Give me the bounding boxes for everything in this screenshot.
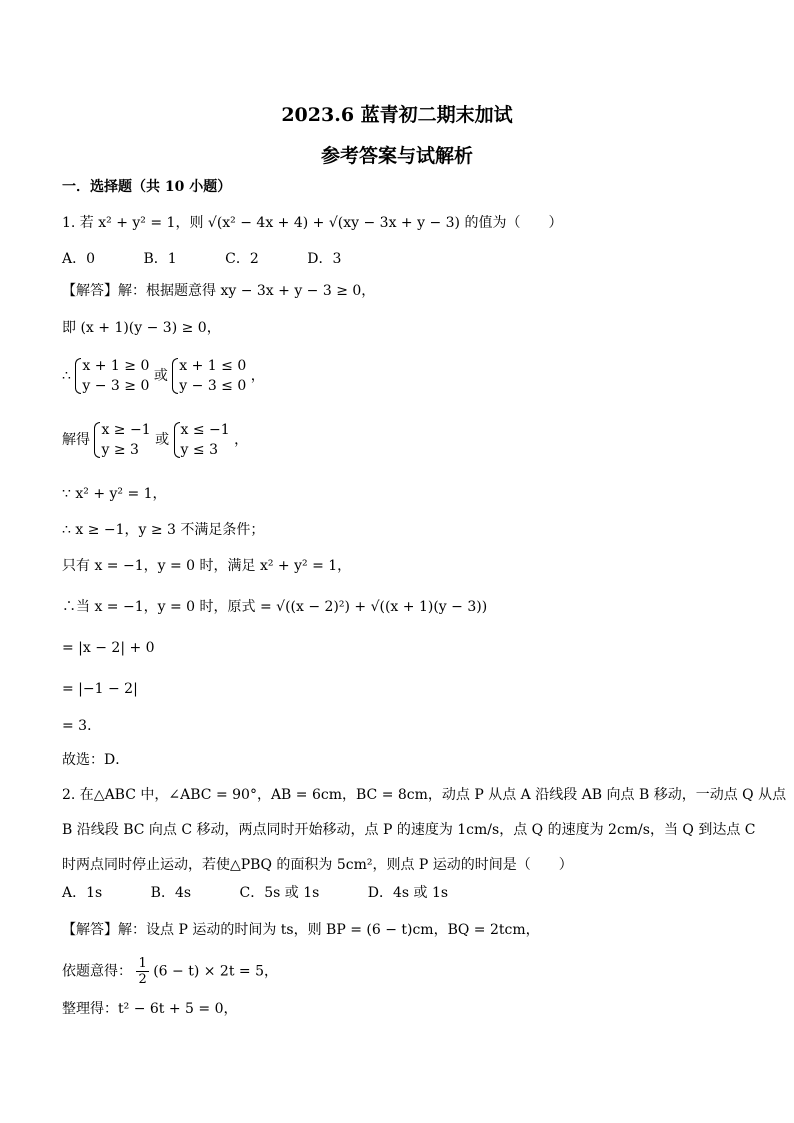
q1-solution-line-4: 解得 x ≥ −1 y ≥ 3 或 x ≤ −1 y ≤ 3 ， [62, 422, 249, 458]
q1-solution-line-2: 即 (x + 1)(y − 3) ≥ 0， [62, 320, 221, 336]
q2-option-c: C．5s 或 1s [239, 885, 320, 901]
q2-stem-line-3: 时两点同时停止运动，若使△PBQ 的面积为 5cm²，则点 P 运动的时间是（ ） [62, 857, 573, 873]
q2-stem-line-1: 2. 在△ABC 中，∠ABC = 90°，AB = 6cm，BC = 8cm，动点 P 从点 A 沿线段 AB 向点 B 移动，一动点 Q 从点 [62, 787, 787, 803]
q1-option-c: C．2 [225, 251, 259, 267]
q1-solution-line-5: ∵ x² + y² = 1， [62, 486, 167, 502]
inequality-system-1: x + 1 ≥ 0 y − 3 ≥ 0 [75, 356, 149, 396]
q1-option-d: D．3 [307, 251, 342, 267]
q2-option-b: B．4s [150, 885, 192, 901]
q2-option-d: D．4s 或 1s [367, 885, 449, 901]
solution-system-1: x ≥ −1 y ≥ 3 [94, 420, 150, 460]
q1-option-a: A．0 [62, 251, 96, 267]
fraction-one-half: $\frac{1}{2}$ [138, 956, 147, 987]
q1-solution-line-1: 【解答】解：根据题意得 xy − 3x + y − 3 ≥ 0， [62, 283, 376, 299]
q1-solution-line-9: = |x − 2| + 0 [62, 640, 155, 656]
q2-solution-line-2: 依题意得： $\frac{1}{2}$ (6 − t) × 2t = 5， [62, 956, 278, 987]
document-title: 2023.6 蓝青初二期末加试 [281, 104, 513, 126]
q2-options [62, 883, 492, 903]
q1-options [62, 249, 385, 269]
q1-solution-line-10: = |−1 − 2| [62, 681, 138, 697]
inequality-system-2: x + 1 ≤ 0 y − 3 ≤ 0 [172, 356, 246, 396]
q1-stem: 1. 若 x² + y² = 1，则 √(x² − 4x + 4) + √(xy − 3x + y − 3) 的值为（ ） [62, 215, 563, 231]
q2-option-a: A．1s [62, 885, 103, 901]
q1-option-b: B．1 [143, 251, 177, 267]
q1-solution-line-6: ∴ x ≥ −1，y ≥ 3 不满足条件； [62, 522, 265, 538]
q1-solution-line-12: 故选：D． [62, 752, 130, 768]
solution-system-2: x ≤ −1 y ≤ 3 [174, 420, 230, 460]
q2-solution-line-3: 整理得：t² − 6t + 5 = 0， [62, 1001, 238, 1017]
q1-solution-line-11: = 3． [62, 718, 102, 734]
q1-solution-line-8: ∴当 x = −1，y = 0 时，原式 = √((x − 2)²) + √((x + 1)(y − 3)) [62, 599, 488, 615]
q2-stem-line-2: B 沿线段 BC 向点 C 移动，两点同时开始移动，点 P 的速度为 1cm/s，点 Q 的速度为 2cm/s，当 Q 到达点 C [62, 822, 756, 838]
q2-solution-line-1: 【解答】解：设点 P 运动的时间为 ts，则 BP = (6 − t)cm，BQ = 2tcm， [62, 922, 540, 938]
q1-solution-line-7: 只有 x = −1，y = 0 时，满足 x² + y² = 1， [62, 558, 352, 574]
q1-solution-line-3: ∴ x + 1 ≥ 0 y − 3 ≥ 0 或 x + 1 ≤ 0 y − 3 ≤ 0 ， [62, 358, 265, 394]
section-heading: 一．选择题（共 10 小题） [62, 179, 232, 195]
document-subtitle: 参考答案与试解析 [320, 145, 473, 167]
